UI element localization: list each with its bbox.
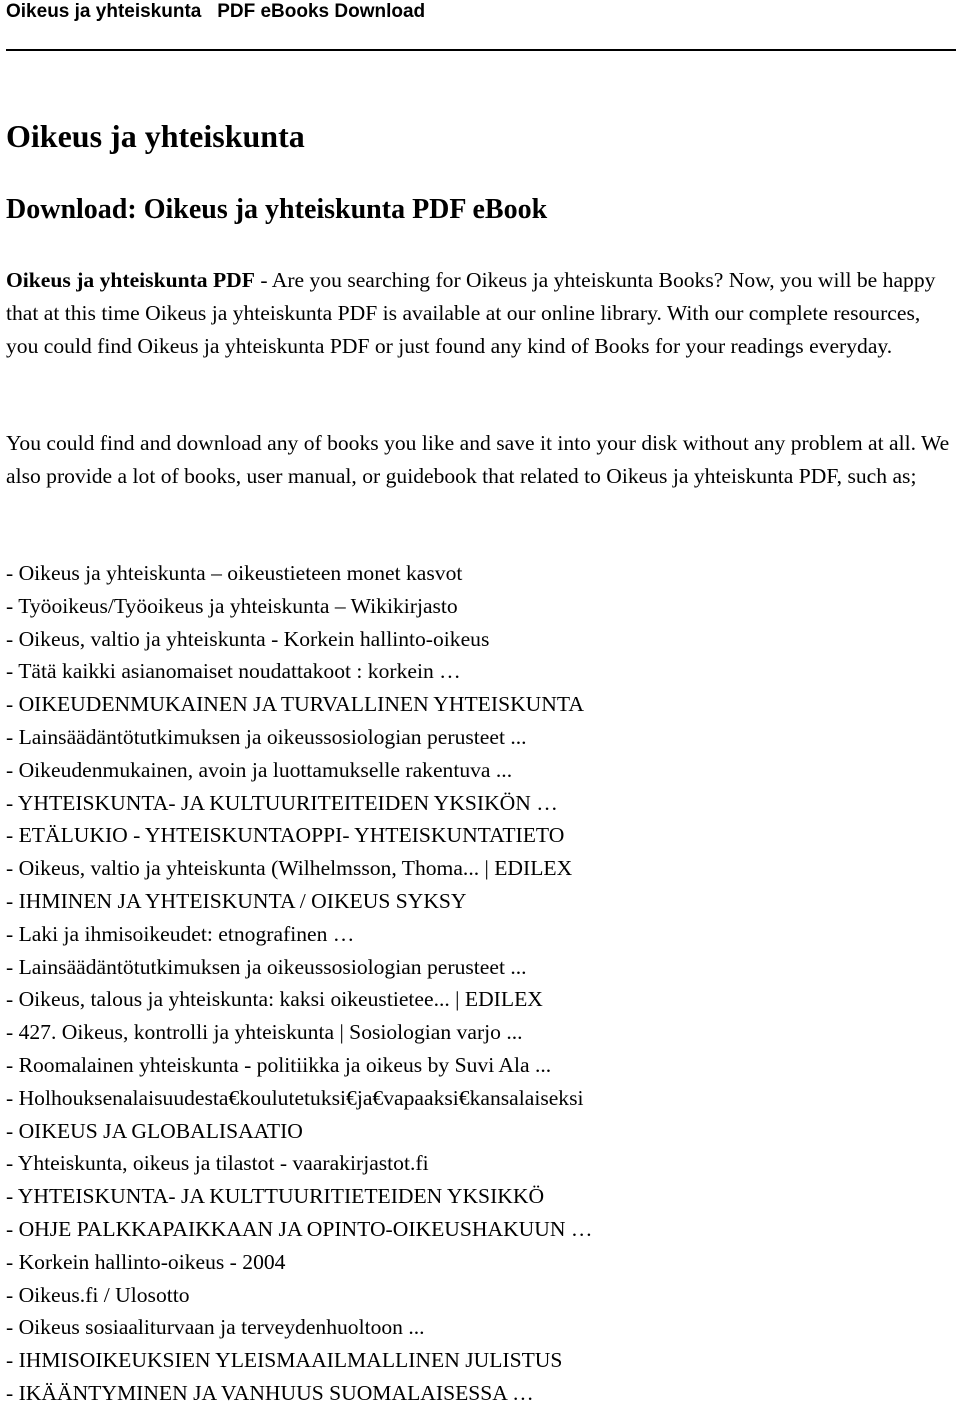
list-item: - ETÄLUKIO - YHTEISKUNTAOPPI- YHTEISKUNTATIETO: [6, 823, 565, 848]
list-item: - OIKEUDENMUKAINEN JA TURVALLINEN YHTEISKUNTA: [6, 692, 584, 717]
list-item: - Oikeus, valtio ja yhteiskunta (Wilhelmsson, Thoma... | EDILEX: [6, 856, 573, 881]
intro-text: - Are you searching for Oikeus ja yhteiskunta Books? Now, you will be happy that at this time Oikeus ja yhteiskunta PDF is available at our online library. With our complete resources, you could find Oikeus ja yhteiskunta PDF or just found any kind of Books for your readings everyday.: [6, 268, 936, 358]
list-item: - Oikeus.fi / Ulosotto: [6, 1282, 190, 1307]
list-item: - YHTEISKUNTA- JA KULTUURITEITEIDEN YKSIKÖN …: [6, 790, 558, 815]
list-item: - 427. Oikeus, kontrolli ja yhteiskunta | Sosiologian varjo ...: [6, 1020, 523, 1045]
list-item: - IHMINEN JA YHTEISKUNTA / OIKEUS SYKSY: [6, 888, 467, 913]
list-item: - IHMISOIKEUKSIEN YLEISMAAILMALLINEN JULISTUS: [6, 1348, 563, 1373]
list-item: - Laki ja ihmisoikeudet: etnografinen …: [6, 921, 355, 946]
list-item: - Lainsäädäntötutkimuksen ja oikeussosiologian perusteet ...: [6, 954, 527, 979]
list-item: - Lainsäädäntötutkimuksen ja oikeussosiologian perusteet ...: [6, 724, 527, 749]
download-heading: Download: Oikeus ja yhteiskunta PDF eBook: [6, 194, 548, 225]
list-item: - YHTEISKUNTA- JA KULTTUURITIETEIDEN YKSIKKÖ: [6, 1184, 545, 1209]
header-divider: [6, 49, 956, 51]
header-title: Oikeus ja yhteiskunta PDF eBooks Download: [6, 1, 426, 22]
list-item: - Yhteiskunta, oikeus ja tilastot - vaarakirjastot.fi: [6, 1151, 429, 1176]
page-title: Oikeus ja yhteiskunta: [6, 118, 305, 154]
list-item: - Roomalainen yhteiskunta - politiikka ja oikeus by Suvi Ala ...: [6, 1052, 552, 1077]
list-item: - Oikeus sosiaaliturvaan ja terveydenhuoltoon ...: [6, 1315, 425, 1340]
related-books-list: [6, 557, 956, 1410]
list-item: - Työoikeus/Työoikeus ja yhteiskunta – Wikikirjasto: [6, 593, 458, 618]
list-item: - IKÄÄNTYMINEN JA VANHUUS SUOMALAISESSA …: [6, 1380, 534, 1405]
intro-paragraph: [6, 264, 956, 363]
list-item: - OIKEUS JA GLOBALISAATIO: [6, 1118, 303, 1143]
intro-bold-text: Oikeus ja yhteiskunta PDF: [6, 268, 255, 292]
list-item: - Holhouksenalaisuudesta€koulutetuksi€ja€vapaaksi€kansalaiseksi: [6, 1085, 584, 1110]
list-item: - Oikeudenmukainen, avoin ja luottamukselle rakentuva ...: [6, 757, 513, 782]
list-item: - Oikeus ja yhteiskunta – oikeustieteen monet kasvot: [6, 561, 463, 585]
download-paragraph: You could find and download any of books you like and save it into your disk without any problem at all. We also provide a lot of books, user manual, or guidebook that related to Oikeus ja yhteiskunta PDF, such as;: [6, 431, 950, 488]
list-item: - Oikeus, valtio ja yhteiskunta - Korkein hallinto-oikeus: [6, 626, 490, 651]
list-item: - Korkein hallinto-oikeus - 2004: [6, 1249, 286, 1274]
list-item: - Oikeus, talous ja yhteiskunta: kaksi oikeustietee... | EDILEX: [6, 987, 543, 1012]
list-item: - OHJE PALKKAPAIKKAAN JA OPINTO-OIKEUSHAKUUN …: [6, 1216, 593, 1241]
list-item: - Tätä kaikki asianomaiset noudattakoot : korkein …: [6, 659, 461, 684]
